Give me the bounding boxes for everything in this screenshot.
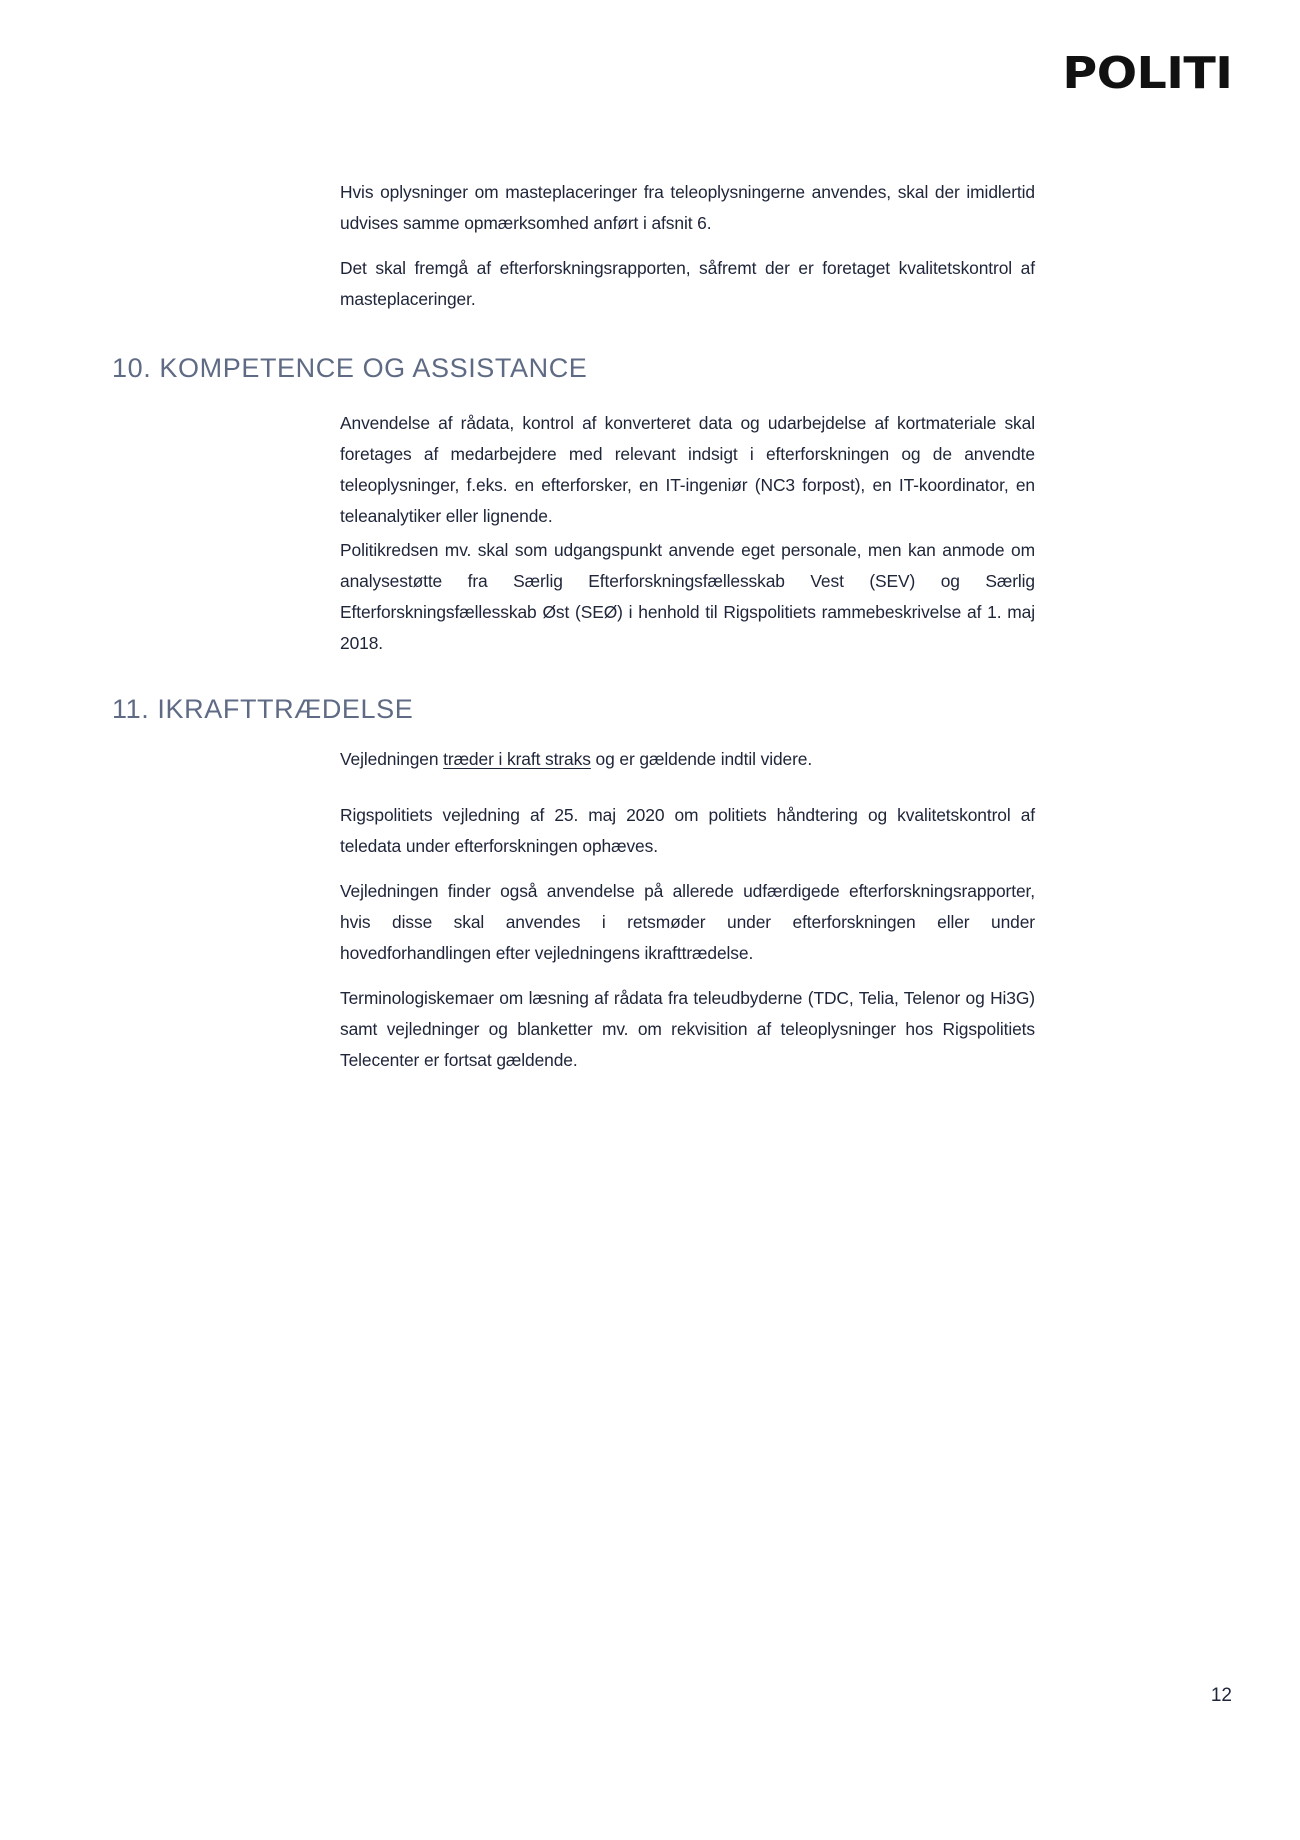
paragraph-terminologiskemaer: Terminologiskemaer om læsning af rådata fra teleudbyderne (TDC, Telia, Telenor og Hi3G) samt vejledninger og blanketter mv. om rekvisition af teleoplysninger hos Rigspolitiets Telecenter er fortsat gældende. [340, 988, 1035, 1071]
paragraph-prefix-text: Vejledningen [340, 749, 444, 770]
paragraph-suffix-text: og er gældende indtil videre. [590, 749, 813, 770]
paragraph-anvendelse-af-raadata: Anvendelse af rådata, kontrol af konverteret data og udarbejdelse af kortmateriale skal foretages af medarbejdere med relevant indsigt i efterforskningen og de anvendte teleoplysninger, f.eks. en efterforsker, en IT-ingeniør (NC3 forpost), en IT-koordinator, en teleanalytiker eller lignende. [340, 413, 1035, 527]
paragraph-vejledning-2020-ophaeves: Rigspolitiets vejledning af 25. maj 2020 om politiets håndtering og kvalitetskontrol af teledata under efterforskningen ophæves. [340, 805, 1035, 857]
paragraph-masteplaceringer-opmaerksomhed: Hvis oplysninger om masteplaceringer fra teleoplysningerne anvendes, skal der imidlertid udvises samme opmærksomhed anført i afsnit 6. [340, 182, 1035, 234]
politi-logo: POLITI [1061, 48, 1232, 99]
paragraph-vejledningen-traeder-i-kraft [340, 744, 1035, 775]
paragraph-politikredsen-analysestoette: Politikredsen mv. skal som udgangspunkt anvende eget personale, men kan anmode om analysestøtte fra Særlig Efterforskningsfællesskab Vest (SEV) og Særlig Efterforskningsfællesskab Øst (SEØ) i henhold til Rigspolitiets rammebeskrivelse af 1. maj 2018. [340, 540, 1035, 654]
section-heading-ikrafttraedelse: 11. IKRAFTTRÆDELSE [112, 694, 414, 725]
paragraph-efterforskningsrapport-kvalitetskontrol: Det skal fremgå af efterforskningsrapporten, såfremt der er foretaget kvalitetskontrol af masteplaceringer. [340, 258, 1035, 310]
underlined-phrase-traeder-i-kraft-straks: træder i kraft straks [443, 749, 591, 770]
paragraph-allerede-udfaerdigede-rapporter: Vejledningen finder også anvendelse på allerede udfærdigede efterforskningsrapporter, hvis disse skal anvendes i retsmøder under efterforskningen eller under hovedforhandlingen efter vejledningens ikrafttrædelse. [340, 881, 1035, 964]
section-heading-kompetence-og-assistance: 10. KOMPETENCE OG ASSISTANCE [112, 353, 588, 384]
page-number: 12 [1210, 1685, 1232, 1706]
